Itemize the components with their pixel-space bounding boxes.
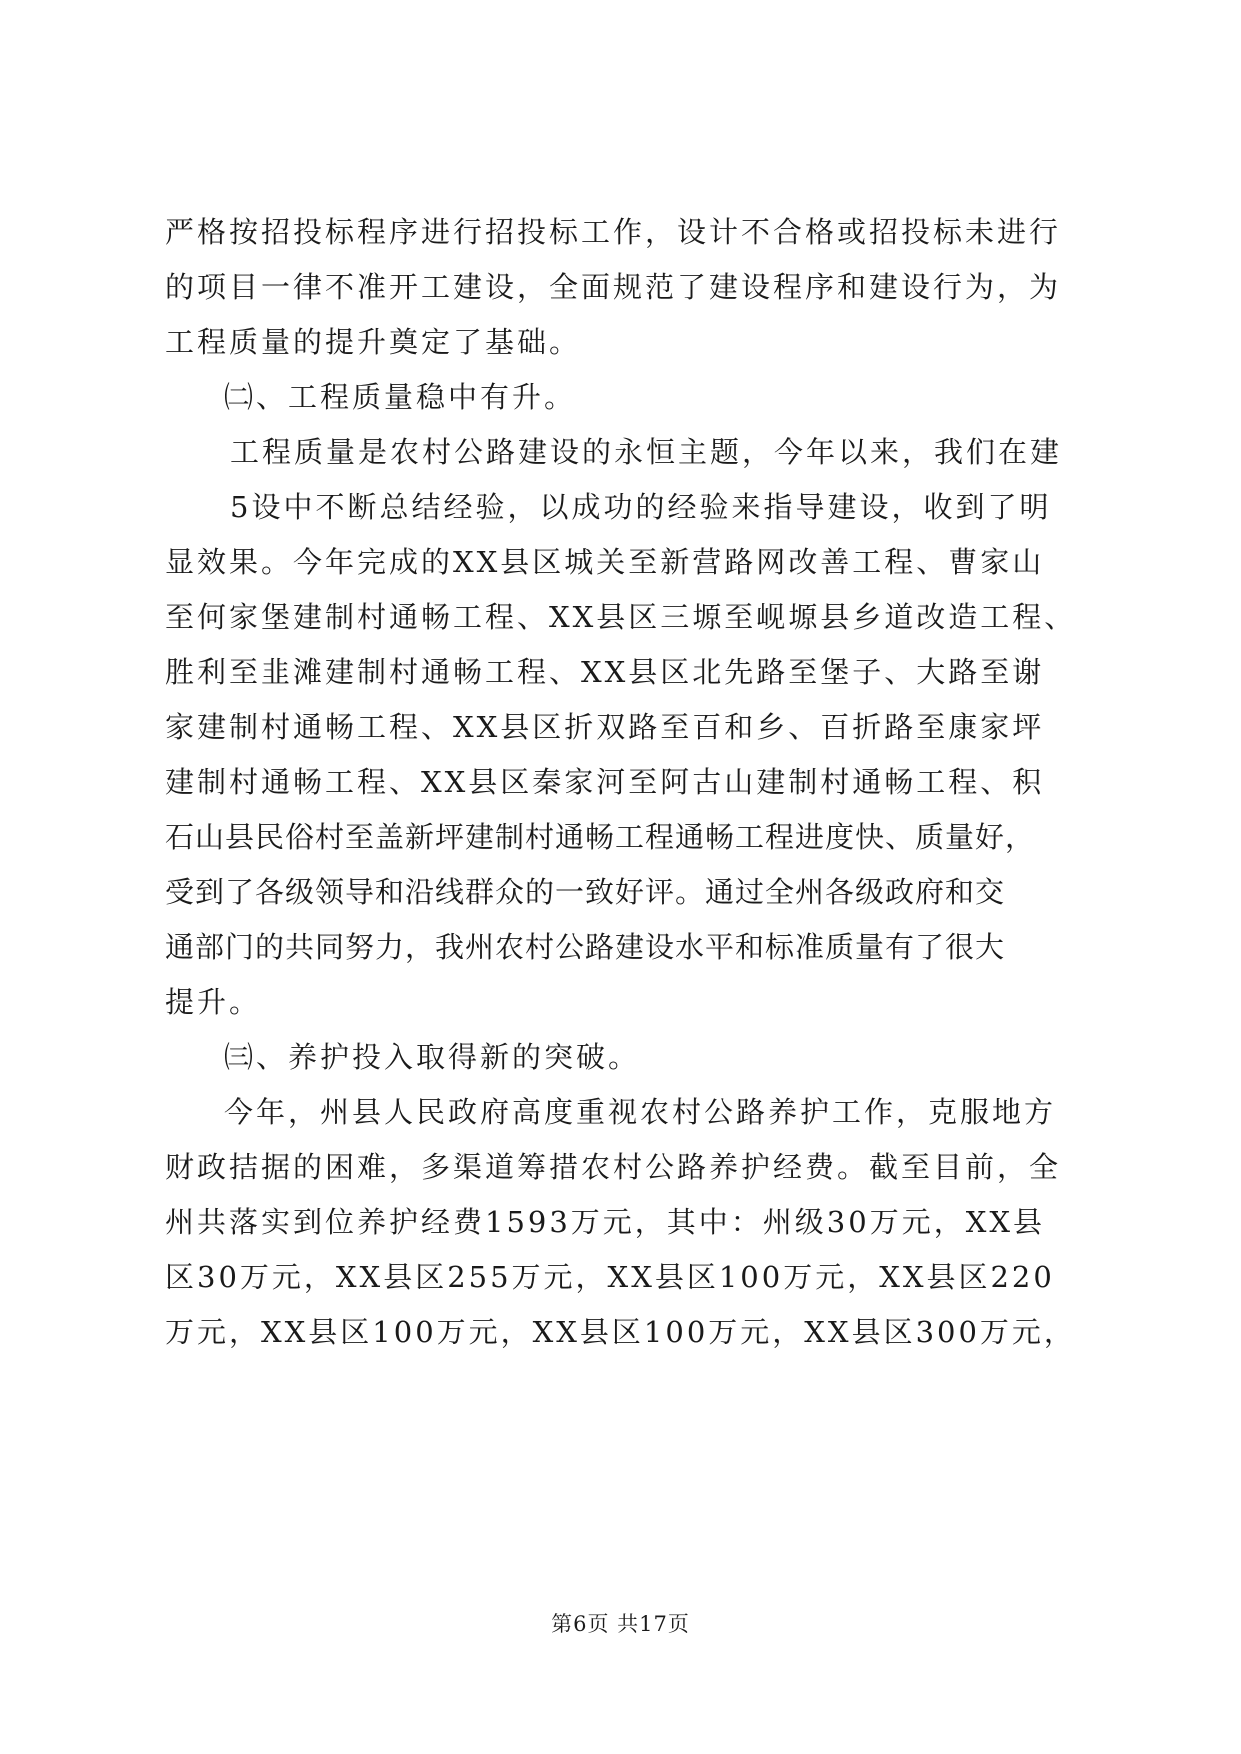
paragraph-line: 万元，XX县区100万元，XX县区100万元，XX县区300万元， <box>165 1315 1076 1349</box>
paragraph-line: 财政拮据的困难，多渠道筹措农村公路养护经费。截至目前，全 <box>165 1150 1062 1184</box>
paragraph-line: 受到了各级领导和沿线群众的一致好评。通过全州各级政府和交 <box>165 875 1006 909</box>
paragraph-line: 州共落实到位养护经费1593万元，其中：州级30万元，XX县 <box>165 1205 1045 1239</box>
section-heading: ㈡、工程质量稳中有升。 <box>224 380 577 414</box>
paragraph-line: 工程质量是农村公路建设的永恒主题，今年以来，我们在建 <box>230 435 1063 469</box>
paragraph-line: 家建制村通畅工程、XX县区折双路至百和乡、百折路至康家坪 <box>165 710 1045 744</box>
paragraph-line: 通部门的共同努力，我州农村公路建设水平和标准质量有了很大 <box>165 930 1006 964</box>
paragraph-line: 区30万元，XX县区255万元，XX县区100万元，XX县区220 <box>165 1260 1055 1294</box>
page-footer: 第6页 共17页 <box>551 1612 690 1636</box>
paragraph-line: 胜利至韭滩建制村通畅工程、XX县区北先路至堡子、大路至谢 <box>165 655 1045 689</box>
section-heading: ㈢、养护投入取得新的突破。 <box>224 1040 641 1074</box>
paragraph-line: 今年，州县人民政府高度重视农村公路养护工作，克服地方 <box>224 1095 1057 1129</box>
paragraph-line: 显效果。今年完成的XX县区城关至新营路网改善工程、曹家山 <box>165 545 1045 579</box>
paragraph-line: 至何家堡建制村通畅工程、XX县区三塬至岘塬县乡道改造工程、 <box>165 600 1077 634</box>
paragraph-line: 提升。 <box>165 985 262 1019</box>
paragraph-line: 工程质量的提升奠定了基础。 <box>165 325 582 359</box>
paragraph-line: 严格按招投标程序进行招投标工作，设计不合格或招投标未进行 <box>165 215 1062 249</box>
paragraph-line: 5设中不断总结经验，以成功的经验来指导建设，收到了明 <box>230 490 1052 524</box>
paragraph-line: 的项目一律不准开工建设，全面规范了建设程序和建设行为，为 <box>165 270 1062 304</box>
paragraph-line: 建制村通畅工程、XX县区秦家河至阿古山建制村通畅工程、积 <box>165 765 1045 799</box>
paragraph-line: 石山县民俗村至盖新坪建制村通畅工程通畅工程进度快、质量好， <box>165 820 1036 854</box>
